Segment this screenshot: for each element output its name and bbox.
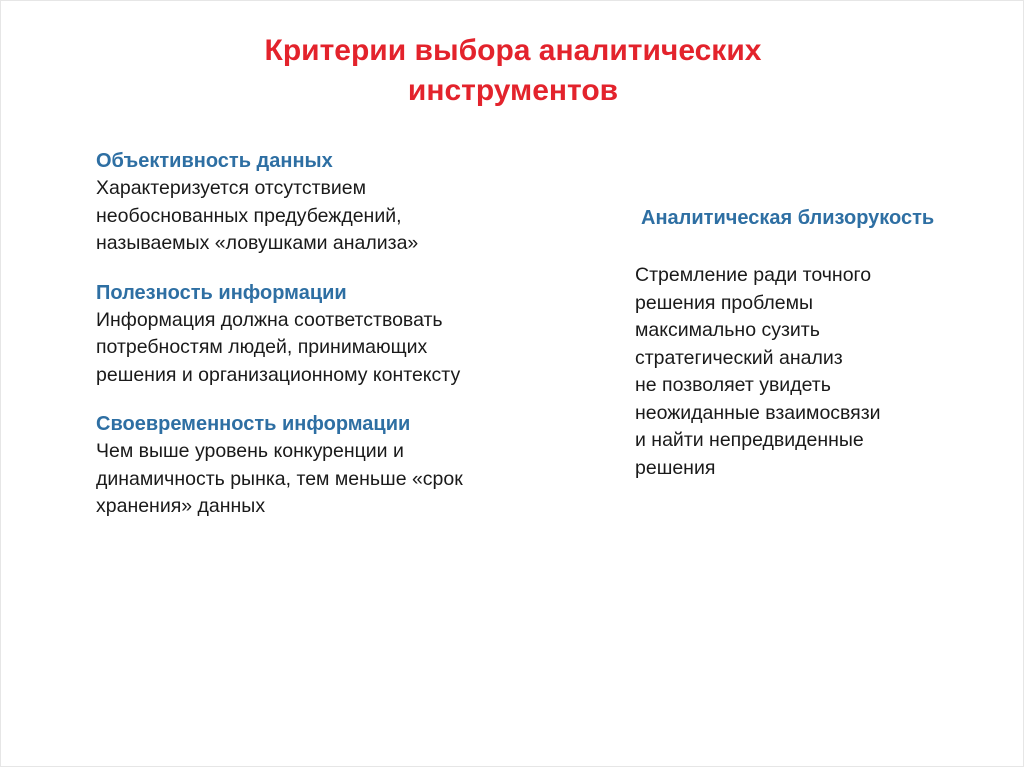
slide-title-line: Критерии выбора аналитических xyxy=(264,34,762,67)
section-heading-myopia: Аналитическая близорукость xyxy=(641,207,935,229)
section-body xyxy=(96,175,556,258)
body-line: называемых «ловушками анализа» xyxy=(96,232,419,254)
body-line: Характеризуется отсутствием xyxy=(96,177,367,199)
body-line: решения проблемы xyxy=(635,291,814,314)
body-line: хранения» данных xyxy=(96,495,266,517)
section-heading: Своевременность информации xyxy=(96,413,411,435)
body-line: Чем выше уровень конкуренции и xyxy=(96,440,404,462)
section-body-myopia xyxy=(635,262,1005,482)
body-line: динамичность рынка, тем меньше «срок xyxy=(96,467,463,490)
section-body xyxy=(96,307,556,390)
body-line: решения xyxy=(635,456,716,479)
section-usefulness xyxy=(96,280,556,390)
section-heading: Полезность информации xyxy=(96,281,347,304)
left-column xyxy=(96,148,556,543)
body-line: решения и организационному контексту xyxy=(96,363,461,386)
body-line: потребностям людей, принимающих xyxy=(96,336,428,358)
body-line: стратегический анализ xyxy=(635,346,843,369)
body-line: Информация должна соответствовать xyxy=(96,308,443,331)
body-line: неожиданные взаимосвязи xyxy=(635,401,881,424)
right-column xyxy=(635,205,1005,482)
section-heading: Объективность данных xyxy=(96,150,333,172)
section-body xyxy=(96,438,556,521)
body-line: и найти непредвиденные xyxy=(635,429,864,451)
section-timeliness xyxy=(96,411,556,521)
body-line: максимально сузить xyxy=(635,319,820,341)
slide-title xyxy=(1,31,1024,111)
body-line: не позволяет увидеть xyxy=(635,374,831,396)
slide-title-line: инструментов xyxy=(407,74,619,107)
section-objectivity xyxy=(96,148,556,258)
body-line: необоснованных предубеждений, xyxy=(96,204,402,227)
body-line: Стремление ради точного xyxy=(635,264,872,286)
